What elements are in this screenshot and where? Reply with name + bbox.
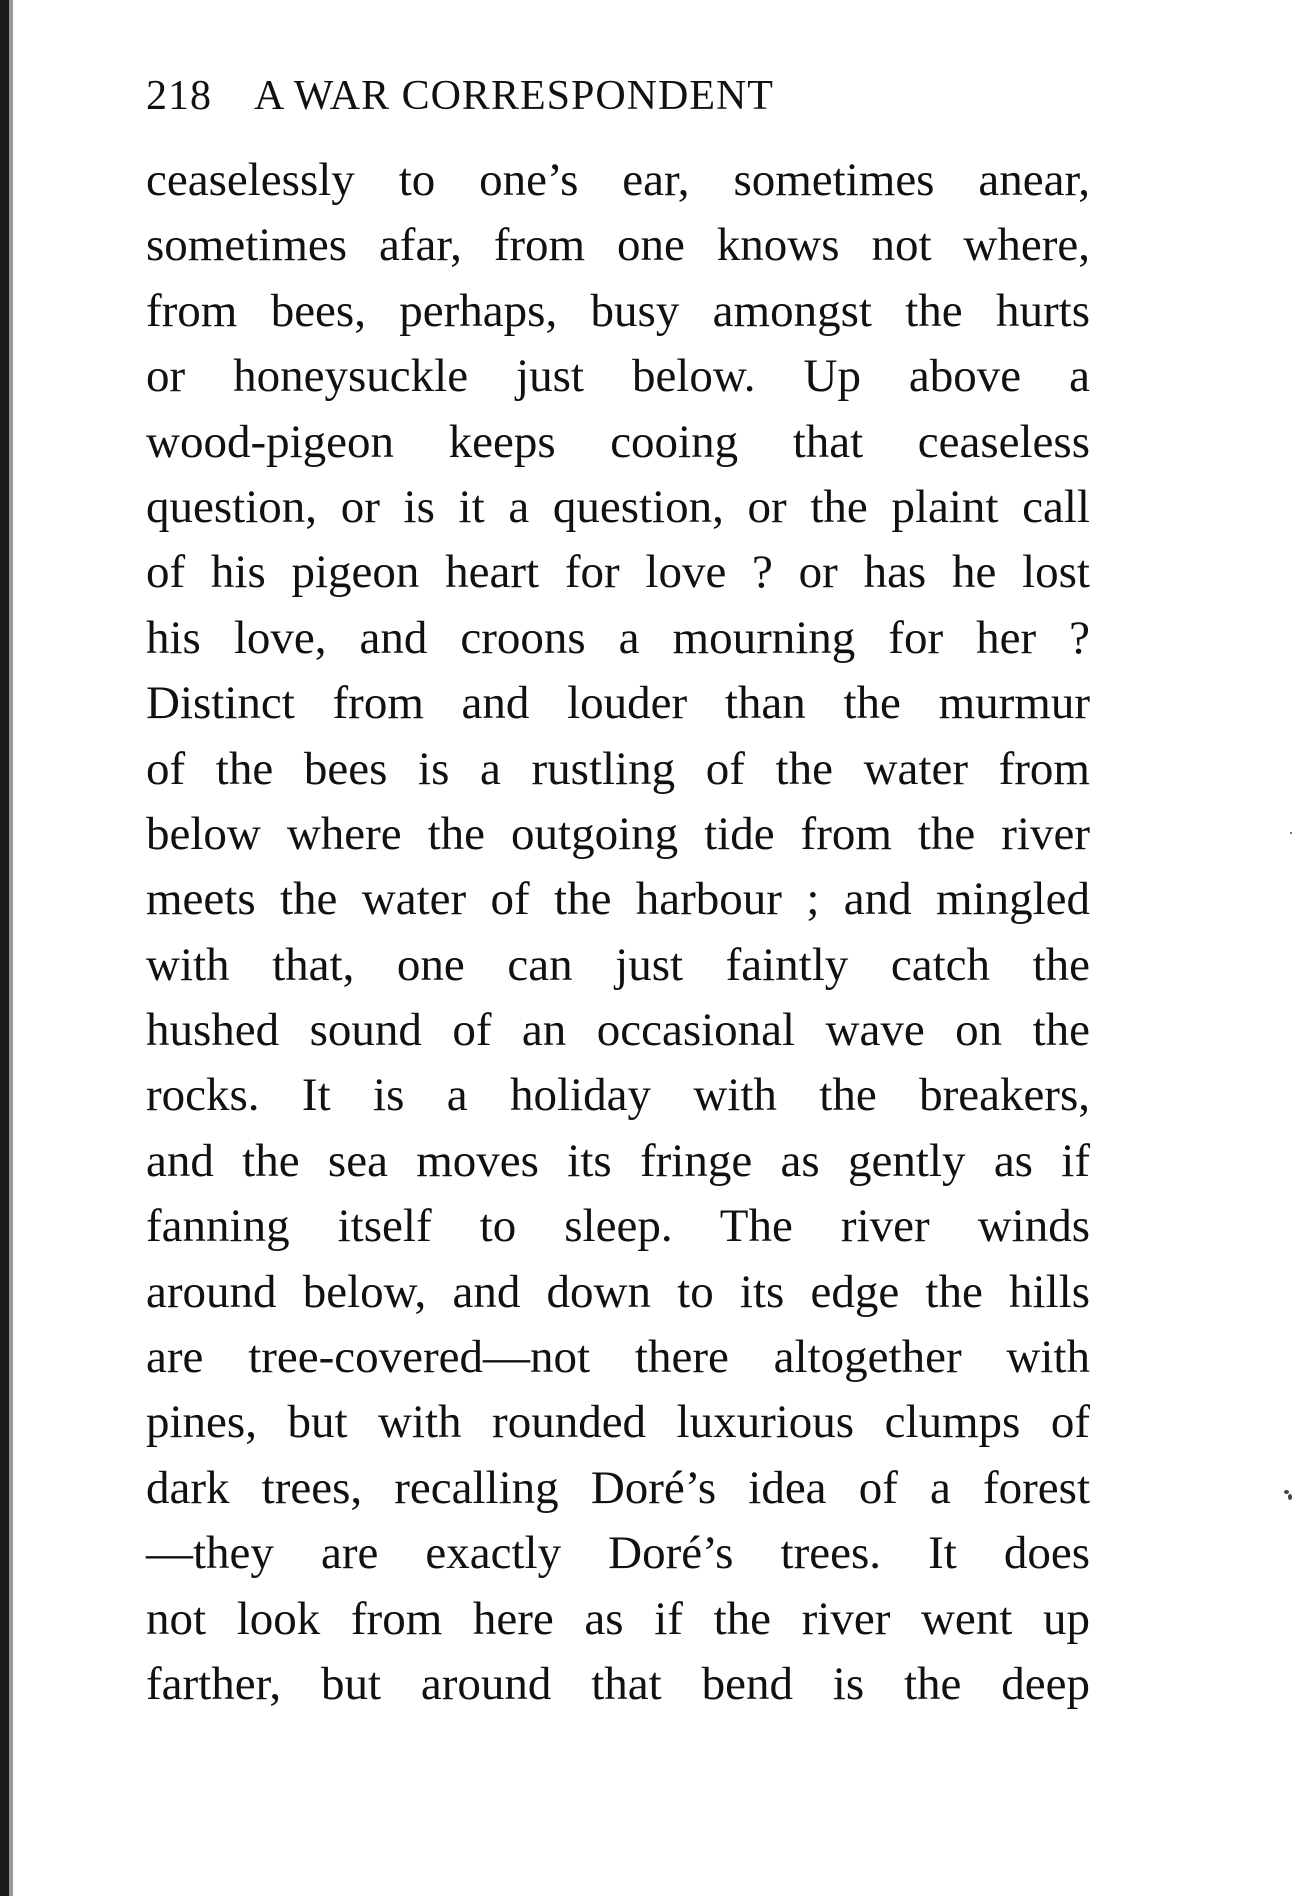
body-text bbox=[146, 148, 1090, 1717]
text-line: pines, but with rounded luxurious clumps of bbox=[146, 1396, 1090, 1449]
paper-speck bbox=[1290, 832, 1292, 834]
text-line: hushed sound of an occasional wave on the bbox=[146, 1004, 1090, 1057]
text-line: rocks. It is a holiday with the breakers, bbox=[146, 1069, 1090, 1122]
text-line: fanning itself to sleep. The river winds bbox=[146, 1200, 1090, 1253]
text-line: dark trees, recalling Doré’s idea of a forest bbox=[146, 1461, 1090, 1514]
text-line: around below, and down to its edge the hills bbox=[146, 1265, 1090, 1318]
text-line: from bees, perhaps, busy amongst the hurts bbox=[146, 284, 1090, 337]
text-line: question, or is it a question, or the plaint call bbox=[146, 480, 1090, 533]
book-title: A WAR CORRESPONDENT bbox=[254, 73, 774, 119]
text-line: wood-pigeon keeps cooing that ceaseless bbox=[146, 415, 1090, 468]
running-head bbox=[146, 68, 774, 124]
text-line: and the sea moves its fringe as gently as if bbox=[146, 1134, 1090, 1187]
text-line: with that, one can just faintly catch the bbox=[146, 938, 1090, 991]
text-line: of his pigeon heart for love ? or has he lost bbox=[146, 546, 1090, 599]
page-binding-shadow bbox=[9, 0, 13, 1896]
text-line: his love, and croons a mourning for her ? bbox=[146, 611, 1090, 664]
text-line: meets the water of the harbour ; and mingled bbox=[146, 873, 1090, 926]
text-line: or honeysuckle just below. Up above a bbox=[146, 350, 1090, 403]
text-line: farther, but around that bend is the deep bbox=[146, 1657, 1090, 1710]
text-line: are tree-covered—not there altogether with bbox=[146, 1331, 1090, 1384]
text-line: —they are exactly Doré’s trees. It does bbox=[146, 1527, 1090, 1580]
text-line: below where the outgoing tide from the river bbox=[146, 807, 1090, 860]
text-line: sometimes afar, from one knows not where, bbox=[146, 219, 1090, 272]
paper-speck bbox=[1288, 1494, 1292, 1500]
text-line: of the bees is a rustling of the water from bbox=[146, 742, 1090, 795]
text-line: ceaselessly to one’s ear, sometimes anear, bbox=[146, 154, 1090, 206]
text-line: not look from here as if the river went up bbox=[146, 1592, 1090, 1645]
page-number: 218 bbox=[146, 73, 212, 119]
page-binding-edge bbox=[0, 0, 9, 1896]
text-line: Distinct from and louder than the murmur bbox=[146, 677, 1090, 730]
